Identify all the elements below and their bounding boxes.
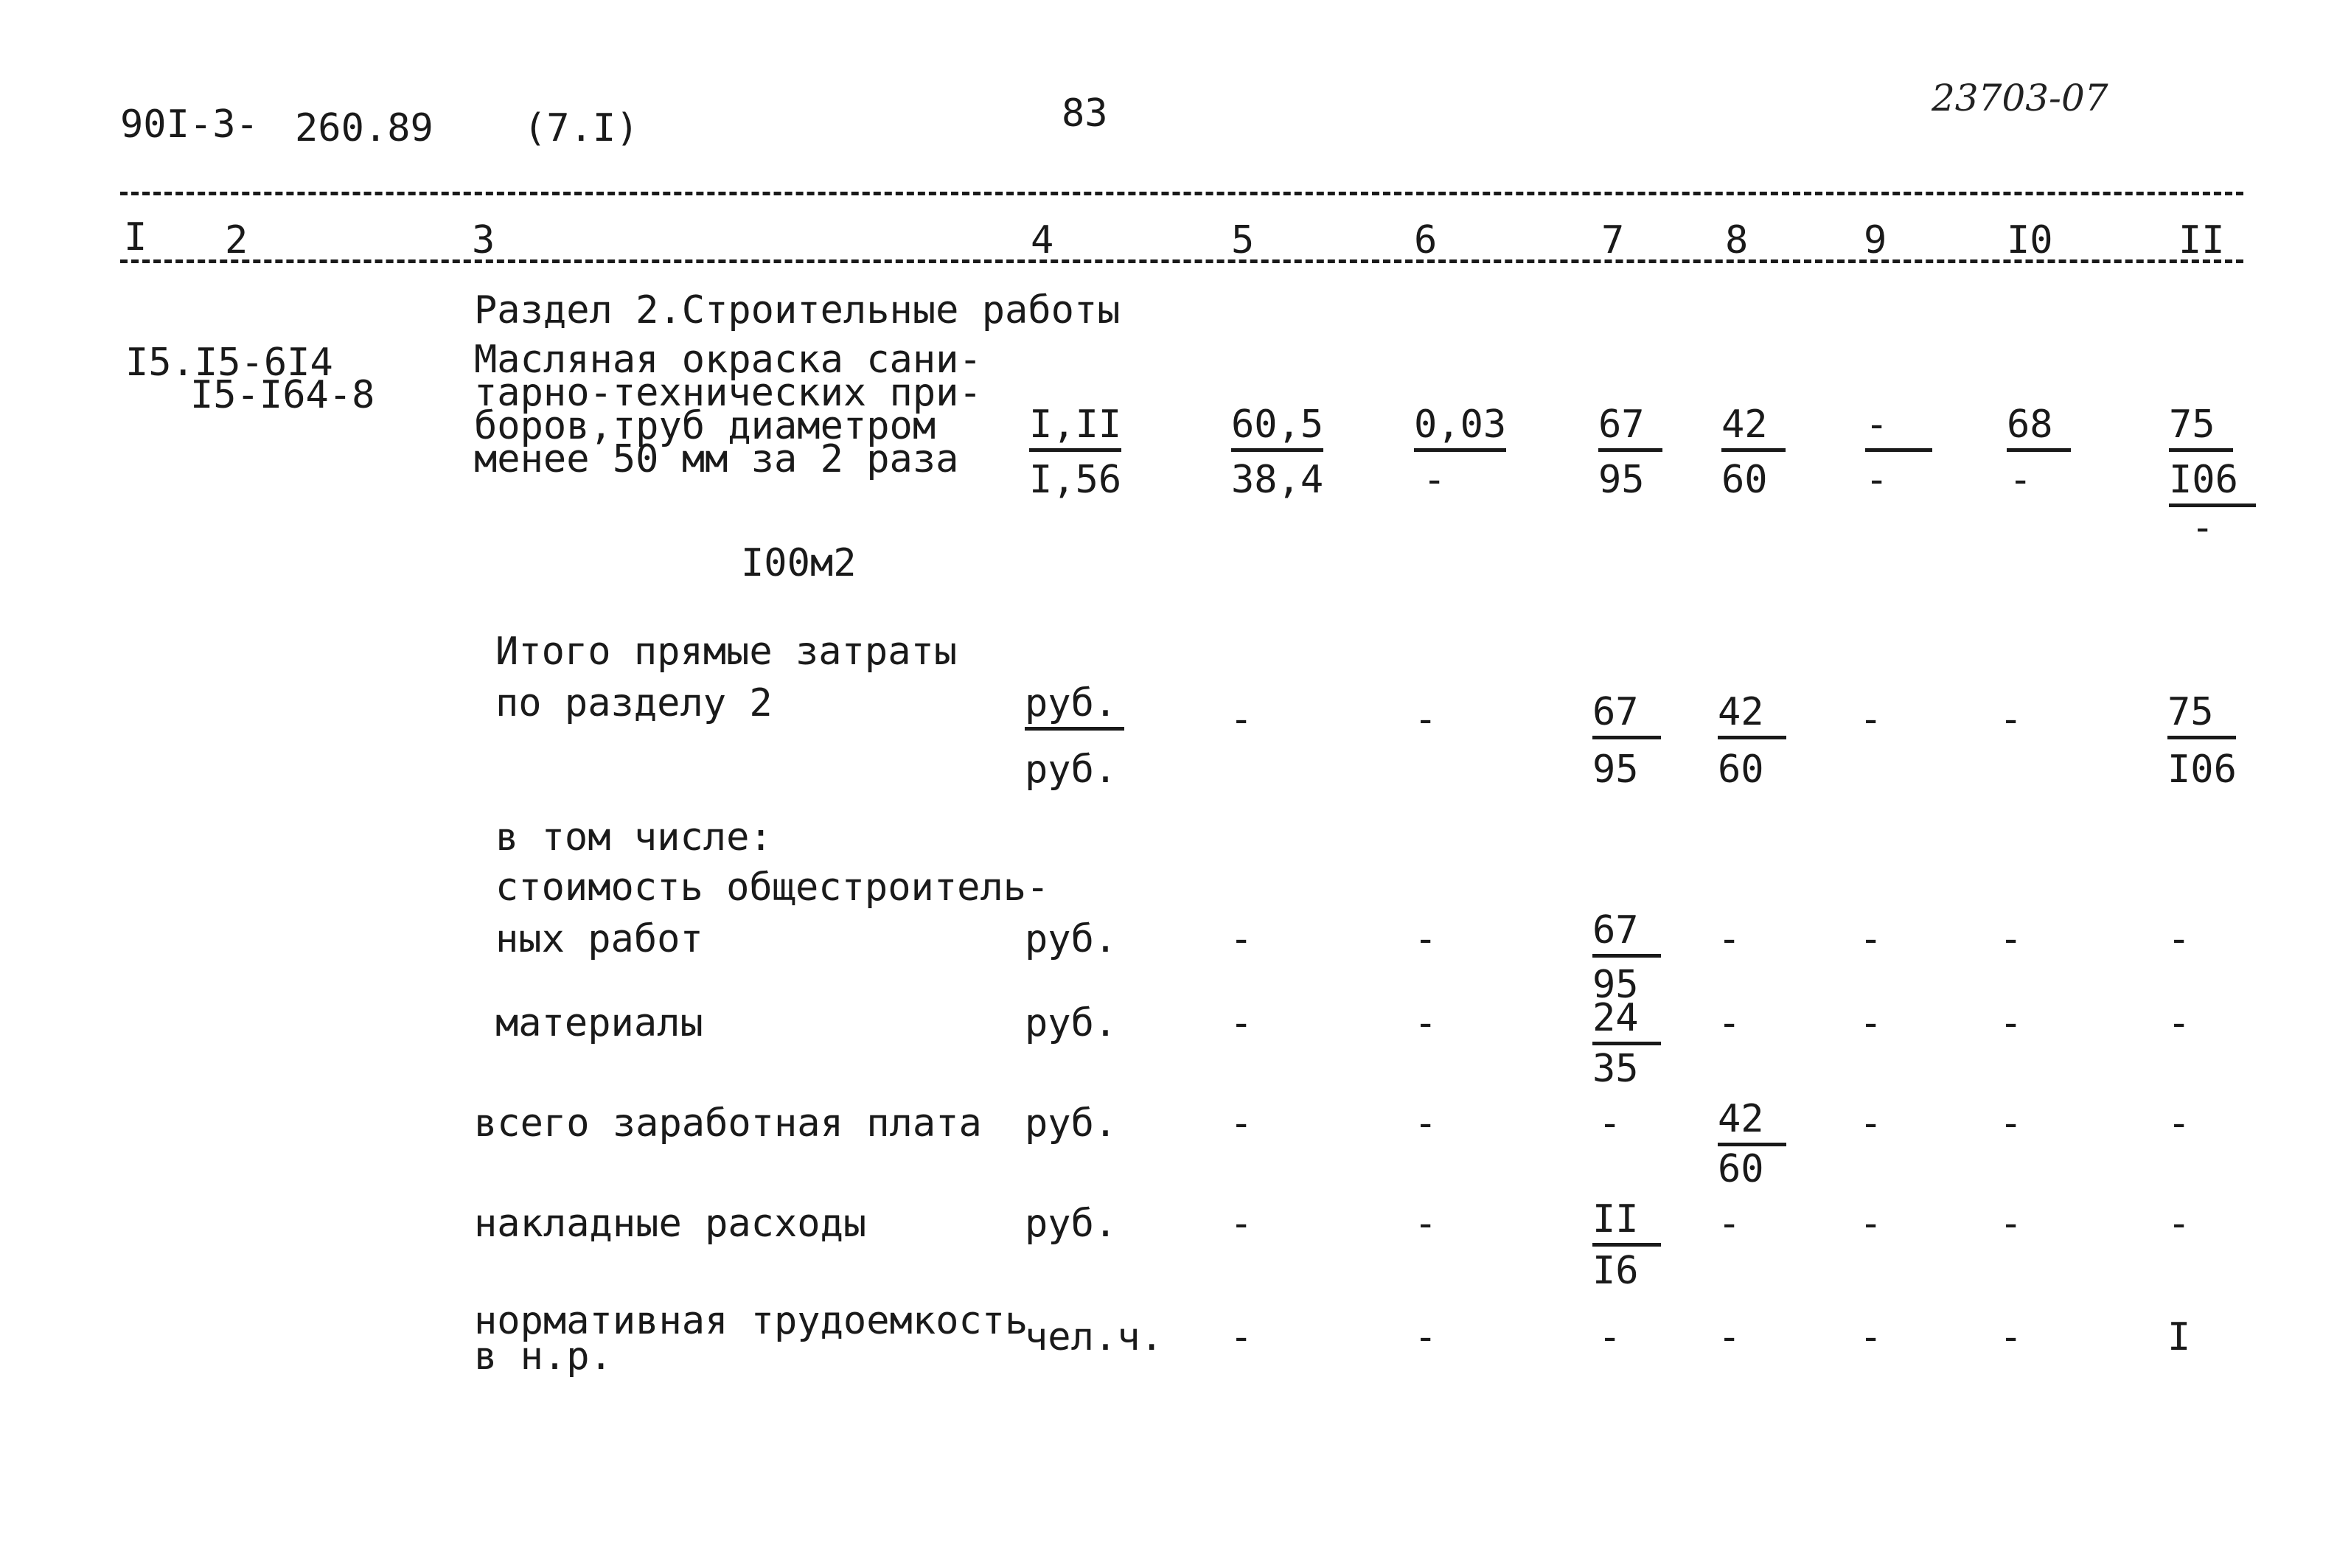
row-unit: руб. xyxy=(1025,1101,1118,1146)
item-col10-numerator: 68 xyxy=(2007,405,2071,452)
item-col11-extra: - xyxy=(2191,506,2215,550)
item-col6-denominator: - xyxy=(1423,458,1446,502)
row-col11: - xyxy=(2167,1202,2191,1246)
row-col6: - xyxy=(1414,1315,1438,1359)
row-label: накладные расходы xyxy=(474,1202,867,1246)
row-col7-numerator: II xyxy=(1592,1200,1661,1247)
page-number: 83 xyxy=(1062,91,1108,136)
total-col9: - xyxy=(1859,697,1883,742)
row-col11: - xyxy=(2167,1001,2191,1045)
row-label: материалы xyxy=(495,1001,703,1045)
row-col9: - xyxy=(1859,1101,1883,1146)
row-col7-numerator: 24 xyxy=(1592,999,1661,1045)
handwritten-inventory-number: 23703-07 xyxy=(1932,77,2108,119)
item-col4-numerator: I,II xyxy=(1029,405,1121,452)
item-col9-numerator: - xyxy=(1865,405,1932,452)
item-col11-denominator: I06 xyxy=(2169,461,2256,507)
row-unit: руб. xyxy=(1025,1001,1118,1045)
row-col6: - xyxy=(1414,1101,1438,1146)
item-col7-denominator: 95 xyxy=(1598,458,1645,502)
norm-code: I5.I5-6I4 xyxy=(125,341,333,385)
row-label: ных работ xyxy=(495,917,703,961)
row-col7: - xyxy=(1598,1101,1622,1146)
column-number: I xyxy=(124,215,147,259)
column-number: 8 xyxy=(1725,218,1749,262)
norm-code: I5-I64-8 xyxy=(190,373,375,417)
total-unit-numerator: руб. xyxy=(1025,684,1124,731)
row-col10: - xyxy=(1999,1001,2023,1045)
row-col7-numerator: 67 xyxy=(1592,911,1661,958)
total-col8-denominator: 60 xyxy=(1718,748,1764,792)
item-description-line: тарно-технических при- xyxy=(474,371,982,415)
item-col4-denominator: I,56 xyxy=(1029,458,1122,502)
section-title: Раздел 2.Строительные работы xyxy=(474,288,1121,332)
row-col11: - xyxy=(2167,1101,2191,1146)
row-col6: - xyxy=(1414,917,1438,961)
row-col8: - xyxy=(1718,1315,1741,1359)
item-col8-denominator: 60 xyxy=(1721,458,1768,502)
total-col7-numerator: 67 xyxy=(1592,693,1661,739)
row-col8: - xyxy=(1718,1202,1741,1246)
row-col5: - xyxy=(1230,1101,1253,1146)
item-col8-numerator: 42 xyxy=(1721,405,1786,452)
row-col7-denominator: 35 xyxy=(1592,1047,1639,1091)
row-col8-denominator: 60 xyxy=(1718,1147,1764,1191)
item-col9-denominator: - xyxy=(1865,458,1889,502)
item-unit: I00м2 xyxy=(741,541,857,585)
row-unit: чел.ч. xyxy=(1025,1315,1163,1359)
row-col10: - xyxy=(1999,917,2023,961)
album-number: (7.I) xyxy=(523,106,639,150)
item-col7-numerator: 67 xyxy=(1598,405,1662,452)
row-col6: - xyxy=(1414,1202,1438,1246)
total-label: Итого прямые затраты xyxy=(495,630,958,674)
header-rule-bottom xyxy=(120,259,2243,263)
column-number: I0 xyxy=(2007,218,2053,262)
row-col8: - xyxy=(1718,1001,1741,1045)
column-number: 9 xyxy=(1864,218,1887,262)
row-col7-denominator: I6 xyxy=(1592,1249,1639,1293)
row-label: в н.р. xyxy=(474,1334,613,1379)
column-number: 6 xyxy=(1414,218,1438,262)
row-col9: - xyxy=(1859,917,1883,961)
row-label: всего заработная плата xyxy=(474,1101,982,1146)
total-col11-denominator: I06 xyxy=(2167,748,2237,792)
row-col11: - xyxy=(2167,917,2191,961)
item-col5-denominator: 38,4 xyxy=(1231,458,1324,502)
total-label: по разделу 2 xyxy=(495,681,773,725)
row-col5: - xyxy=(1230,1001,1253,1045)
row-col11: I xyxy=(2167,1315,2191,1359)
series-code: 90I-3- xyxy=(120,102,259,147)
row-col10: - xyxy=(1999,1202,2023,1246)
item-description-line: Масляная окраска сани- xyxy=(474,338,982,382)
row-label: стоимость общестроитель- xyxy=(495,865,1050,910)
column-number: 3 xyxy=(472,218,495,262)
row-col9: - xyxy=(1859,1315,1883,1359)
item-col11-numerator: 75 xyxy=(2169,405,2233,452)
row-col9: - xyxy=(1859,1001,1883,1045)
item-description-line: боров,труб диаметром xyxy=(474,404,936,448)
total-col6: - xyxy=(1414,697,1438,742)
column-number: II xyxy=(2178,218,2225,262)
row-col5: - xyxy=(1230,1315,1253,1359)
row-unit: руб. xyxy=(1025,1202,1118,1246)
column-number: 2 xyxy=(225,218,248,262)
row-col7-denominator: 95 xyxy=(1592,963,1639,1007)
row-col8: - xyxy=(1718,917,1741,961)
item-col5-numerator: 60,5 xyxy=(1231,405,1323,452)
total-col8-numerator: 42 xyxy=(1718,693,1786,739)
row-col7: - xyxy=(1598,1315,1622,1359)
including-label: в том числе: xyxy=(495,815,773,860)
row-col6: - xyxy=(1414,1001,1438,1045)
column-number: 4 xyxy=(1031,218,1054,262)
row-col5: - xyxy=(1230,1202,1253,1246)
row-col9: - xyxy=(1859,1202,1883,1246)
row-col10: - xyxy=(1999,1315,2023,1359)
total-col11-numerator: 75 xyxy=(2167,693,2236,739)
header-rule-top xyxy=(120,192,2243,195)
total-col7-denominator: 95 xyxy=(1592,748,1639,792)
total-unit-denominator: руб. xyxy=(1025,748,1118,792)
item-col6-numerator: 0,03 xyxy=(1414,405,1506,452)
project-number: 260.89 xyxy=(295,106,433,150)
row-col8-numerator: 42 xyxy=(1718,1100,1786,1146)
row-label: нормативная трудоемкость xyxy=(474,1299,1028,1343)
row-col5: - xyxy=(1230,917,1253,961)
total-col10: - xyxy=(1999,697,2023,742)
row-col10: - xyxy=(1999,1101,2023,1146)
item-description-line: менее 50 мм за 2 раза xyxy=(474,437,959,481)
total-col5: - xyxy=(1230,697,1253,742)
item-col10-denominator: - xyxy=(2009,458,2033,502)
column-number: 5 xyxy=(1231,218,1255,262)
row-unit: руб. xyxy=(1025,917,1118,961)
column-number: 7 xyxy=(1601,218,1625,262)
